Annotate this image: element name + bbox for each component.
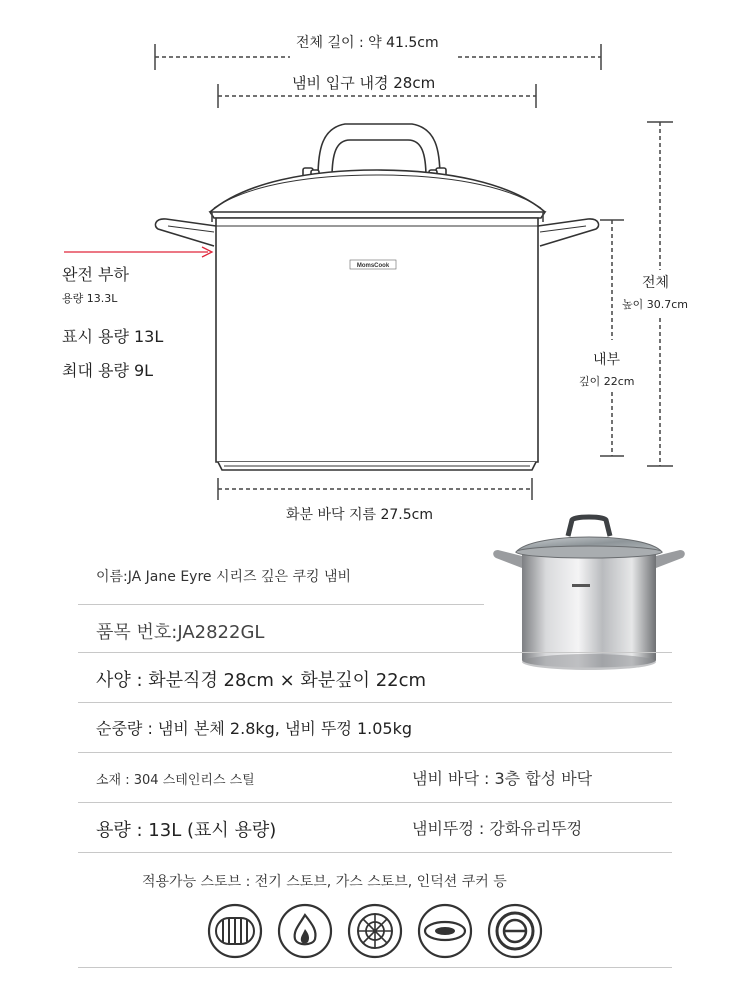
spec-name: 이름:JA Jane Eyre 시리즈 깊은 쿠킹 냄비 [96,569,352,585]
spec-bottom: 냄비 바닥 : 3층 합성 바닥 [412,769,593,788]
divider [78,702,672,703]
overall-length-label: 전체 길이 : 약 41.5cm [296,35,439,51]
divider [78,652,672,653]
overall-height-line [647,122,673,466]
full-capacity-value: 용량 13.3L [62,292,118,305]
electric-coil-stove-icon [209,905,261,957]
spec-material: 소재 : 304 스테인리스 스틸 [96,773,255,788]
brand-label: MomsCook [356,263,390,269]
ceramic-hob-icon [419,905,471,957]
spec-size: 사양 : 화분직경 28cm × 화분깊이 22cm [96,670,427,691]
overall-height-title: 전체 [642,275,670,291]
divider [78,752,672,753]
full-capacity-arrow [64,247,212,257]
divider [78,852,672,853]
full-capacity-title: 완전 부하 [62,265,129,284]
spec-capacity: 용량 : 13L (표시 용량) [96,820,277,841]
divider [78,802,672,803]
inner-depth-value: 깊이 22cm [579,375,635,388]
left-handle [155,219,216,246]
spec-lid: 냄비뚜껑 : 강화유리뚜껑 [412,819,583,838]
induction-cooker-icon [489,905,541,957]
bottom-diameter-line [218,478,532,500]
inner-depth-line [600,220,624,456]
stove-icons-row [200,900,560,962]
max-capacity-label: 최대 용량 9L [62,361,154,380]
nominal-capacity-label: 표시 용량 13L [62,327,164,346]
overall-height-value: 높이 30.7cm [622,298,689,311]
inner-diameter-label: 냄비 입구 내경 28cm [292,74,436,92]
radiant-cooker-icon [349,905,401,957]
product-photo [492,512,686,684]
spec-weight: 순중량 : 냄비 본체 2.8kg, 냄비 뚜껑 1.05kg [96,719,413,738]
gas-flame-icon [279,905,331,957]
pot-body [216,218,538,462]
spec-stoves: 적용가능 스토브 : 전기 스토브, 가스 스토브, 인덕션 쿠커 등 [142,874,507,890]
inner-depth-title: 내부 [593,352,621,368]
lid-dome [210,170,545,212]
divider [78,967,672,968]
pot-illustration [155,124,598,470]
spec-item-number: 품목 번호:JA2822GL [96,622,265,643]
right-handle [538,219,599,246]
bottom-diameter-label: 화분 바닥 지름 27.5cm [286,507,434,523]
divider [78,604,484,605]
